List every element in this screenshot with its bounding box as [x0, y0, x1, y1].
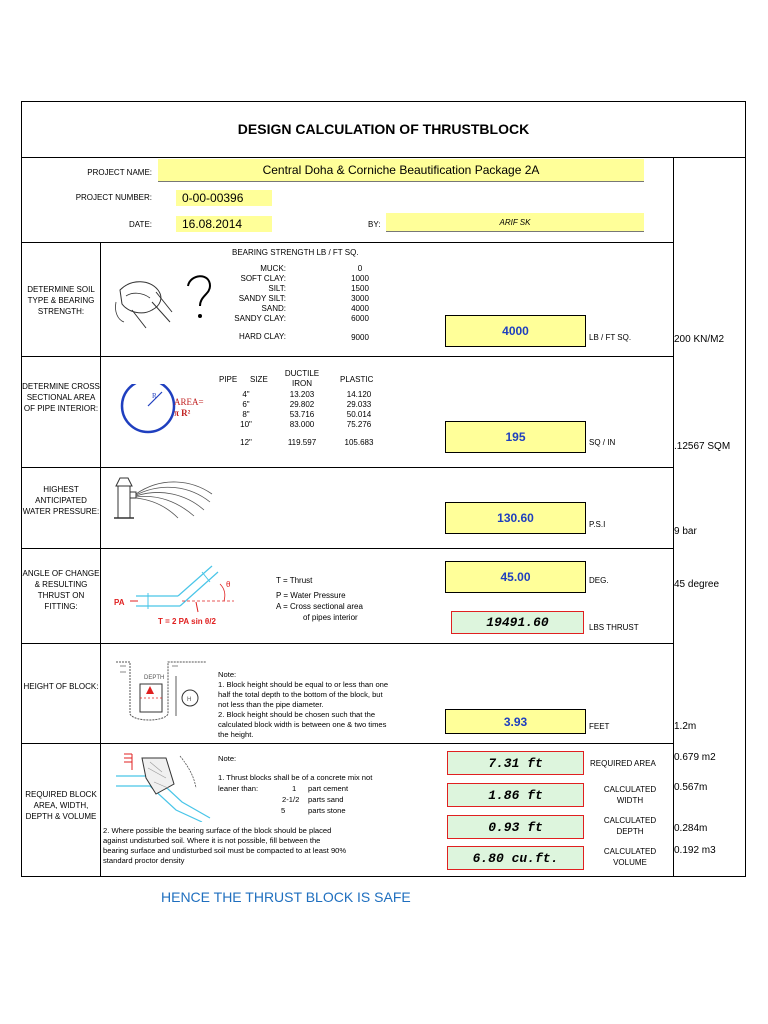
title-divider: [21, 157, 746, 158]
calculated-width-result: 1.86 ft: [447, 783, 584, 807]
note-line: calculated block width is between one & two times: [218, 720, 387, 729]
pipe-size: 10": [240, 420, 252, 429]
row-divider: [21, 356, 674, 357]
date-label: DATE:: [129, 220, 152, 229]
row-divider: [21, 548, 674, 549]
calculated-volume-label: CALCULATED VOLUME: [603, 847, 657, 867]
pipe-circle-illustration: [118, 384, 218, 440]
block-note-line: bearing surface and undisturbed soil must be compacted to at least 90%: [103, 846, 347, 855]
note-line: the height.: [218, 730, 254, 739]
page-title: DESIGN CALCULATION OF THRUSTBLOCK: [237, 121, 530, 137]
mix-component: part cement: [308, 784, 349, 793]
bearing-strength-value[interactable]: 4000: [445, 315, 586, 347]
angle-unit: DEG.: [589, 576, 609, 585]
side-column-divider: [673, 157, 674, 876]
ductile-column-header: DUCTILE IRON: [284, 369, 320, 388]
soil-value: 9000: [351, 333, 369, 342]
ductile-value: 13.203: [289, 390, 315, 399]
area-formula-pi: π R²: [174, 408, 191, 418]
height-row-label: HEIGHT OF BLOCK:: [23, 682, 99, 691]
bearing-table-title: BEARING STRENGTH LB / FT SQ.: [232, 248, 359, 257]
note-title: Note:: [218, 670, 237, 679]
thrust-result: 19491.60: [451, 611, 584, 634]
mix-component: parts stone: [308, 806, 346, 815]
ductile-value: 83.000: [289, 420, 315, 429]
ductile-value: 119.597: [287, 438, 317, 447]
soil-value: 1500: [351, 284, 369, 293]
block-height-unit: FEET: [589, 722, 610, 731]
plastic-value: 14.120: [346, 390, 372, 399]
calculated-depth-side-note: 0.284m: [674, 823, 708, 834]
soil-value: 3000: [351, 294, 369, 303]
block-note-line: against undisturbed soil. Where it is not possible, fill between the: [103, 836, 321, 845]
fire-hydrant-illustration: [112, 472, 216, 522]
by-field[interactable]: ARIF SK: [386, 213, 644, 232]
soil-type: HARD CLAY:: [239, 332, 286, 341]
svg-text:R: R: [152, 392, 157, 400]
plastic-column: [337, 390, 381, 430]
conclusion-text: HENCE THE THRUST BLOCK IS SAFE: [161, 889, 411, 905]
mix-number: 2-1/2: [282, 795, 300, 804]
soil-sample-illustration: [112, 262, 222, 332]
plastic-value: 29.033: [346, 400, 372, 409]
row-divider: [21, 643, 674, 644]
block-height-diagram: [110, 654, 214, 734]
soil-type: SAND:: [261, 304, 286, 313]
angle-side-note: 45 degree: [674, 579, 720, 590]
block-note-line: 1. Thrust blocks shall be of a concrete mix not: [218, 773, 373, 782]
ductile-column: [280, 390, 324, 430]
angle-row-label: ANGLE OF CHANGE & RESULTING THRUST ON FITTING:: [22, 569, 100, 611]
water-pressure-value[interactable]: 130.60: [445, 502, 586, 534]
project-number-field[interactable]: 0-00-00396: [176, 190, 272, 206]
angle-value[interactable]: 45.00: [445, 561, 586, 593]
plastic-value: 105.683: [344, 438, 374, 447]
pipe-area-value[interactable]: 195: [445, 421, 586, 453]
row-divider: [21, 743, 674, 744]
project-number-label: PROJECT NUMBER:: [75, 193, 152, 202]
height-notes: [218, 670, 388, 740]
thrust-unit: LBS THRUST: [589, 623, 639, 632]
calculated-depth-result: 0.93 ft: [447, 815, 584, 839]
pa-label: PA: [114, 598, 125, 607]
required-area-label: REQUIRED AREA: [590, 759, 656, 768]
plastic-value: 75.276: [346, 420, 372, 429]
soil-row-label: DETERMINE SOIL TYPE & BEARING STRENGTH:: [27, 285, 95, 316]
soil-type: SANDY CLAY:: [234, 314, 286, 323]
depth-diagram-label: DEPTH: [144, 675, 165, 681]
soil-type: SOFT CLAY:: [240, 274, 286, 283]
label-column-divider: [100, 242, 101, 876]
block-height-value[interactable]: 3.93: [445, 709, 586, 734]
soil-type: SANDY SILT:: [238, 294, 286, 303]
pipe-size: 12": [240, 438, 252, 447]
pipe-size: 6": [242, 400, 250, 409]
area-formula-label: AREA=: [174, 397, 204, 407]
mix-component: parts sand: [308, 795, 344, 804]
note-line: not less than the pipe diameter.: [218, 700, 324, 709]
area-row-label: DETERMINE CROSS SECTIONAL AREA OF PIPE INTERIOR:: [22, 382, 100, 413]
plastic-value: 50.014: [346, 410, 372, 419]
date-field[interactable]: 16.08.2014: [176, 216, 272, 232]
water-pressure-side-note: 9 bar: [674, 526, 697, 537]
pipe-column-header: PIPE: [219, 375, 238, 384]
soil-type: MUCK:: [260, 264, 286, 273]
bearing-strength-unit: LB / FT SQ.: [589, 333, 632, 342]
legend-area: A = Cross sectional area: [276, 602, 363, 611]
row-divider: [21, 242, 674, 243]
block-note-line: standard proctor density: [103, 856, 185, 865]
ductile-value: 29.802: [289, 400, 315, 409]
note-line: 1. Block height should be equal to or less than one: [218, 680, 389, 689]
pressure-row-label: HIGHEST ANTICIPATED WATER PRESSURE:: [22, 485, 100, 516]
note-line: 2. Block height should be chosen such that the: [218, 710, 376, 719]
size-column-header: SIZE: [250, 375, 268, 384]
mix-number: 5: [281, 806, 286, 815]
theta-label: θ: [226, 580, 231, 589]
block-note-line: 2. Where possible the bearing surface of the block should be placed: [103, 826, 332, 835]
required-area-side-note: 0.679 m2: [674, 752, 716, 763]
calculated-width-side-note: 0.567m: [674, 782, 708, 793]
pipe-size: 8": [242, 410, 250, 419]
water-pressure-unit: P.S.I: [589, 520, 606, 529]
required-area-result: 7.31 ft: [447, 751, 584, 775]
calculated-depth-label: CALCULATED DEPTH: [603, 816, 657, 836]
by-label: BY:: [368, 220, 381, 229]
soil-value: 0: [357, 264, 363, 273]
pipe-area-unit: SQ / IN: [589, 438, 616, 447]
soil-value-column: [340, 264, 380, 324]
block-height-side-note: 1.2m: [674, 721, 697, 732]
calculated-width-label: CALCULATED WIDTH: [603, 785, 657, 805]
soil-type: SILT:: [268, 284, 286, 293]
soil-value: 4000: [351, 304, 369, 313]
h-diagram-label: H: [187, 697, 192, 703]
legend-thrust: T = Thrust: [276, 576, 313, 585]
thrust-formula: T = 2 PA sin θ/2: [158, 617, 216, 626]
calculated-volume-side-note: 0.192 m3: [674, 845, 716, 856]
soil-value: 1000: [351, 274, 369, 283]
soil-type-column: [216, 264, 286, 324]
ductile-value: 53.716: [289, 410, 315, 419]
soil-value: 6000: [351, 314, 369, 323]
bearing-strength-side-note: 200 KN/M2: [674, 334, 725, 345]
pipe-size: 4": [242, 390, 250, 399]
block-row-label: REQUIRED BLOCK AREA, WIDTH, DEPTH & VOLUME: [25, 790, 97, 821]
pipe-size-column: [234, 390, 258, 430]
thrust-block-diagram: [110, 748, 214, 822]
plastic-column-header: PLASTIC: [340, 375, 374, 384]
row-divider: [21, 467, 674, 468]
calculated-volume-result: 6.80 cu.ft.: [447, 846, 584, 870]
mix-number: 1: [292, 784, 297, 793]
block-note-line: leaner than:: [218, 784, 259, 793]
note-line: half the total depth to the bottom of the block, but: [218, 690, 383, 699]
legend-pressure: P = Water Pressure: [276, 591, 346, 600]
project-name-field[interactable]: Central Doha & Corniche Beautification Package 2A: [158, 159, 644, 182]
block-note-title: Note:: [218, 754, 237, 763]
pipe-area-side-note: .12567 SQM: [674, 441, 731, 452]
project-name-label: PROJECT NAME:: [87, 168, 152, 177]
legend-area-continued: of pipes interior: [303, 613, 358, 622]
